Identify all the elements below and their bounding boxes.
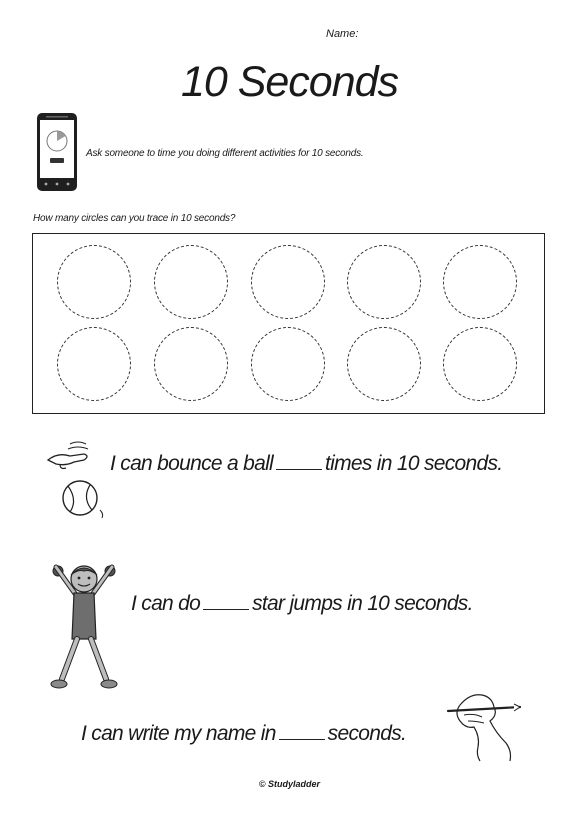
star-jump-girl-icon	[44, 553, 124, 693]
name-label: Name:	[326, 28, 359, 40]
trace-circle[interactable]	[154, 327, 228, 401]
activity-sentence-star-jumps	[131, 592, 473, 616]
trace-circle[interactable]	[251, 245, 325, 319]
answer-blank[interactable]	[276, 455, 322, 470]
stopwatch-phone-icon	[36, 112, 78, 192]
ball-bounce-icon	[44, 438, 110, 524]
writing-hand-icon	[440, 685, 522, 763]
trace-circle[interactable]	[57, 245, 131, 319]
sentence-start: I can bounce a ball	[110, 452, 273, 475]
sentence-end: times in 10 seconds.	[325, 452, 503, 475]
trace-circle[interactable]	[347, 327, 421, 401]
trace-circle[interactable]	[154, 245, 228, 319]
sentence-start: I can write my name in	[81, 722, 276, 745]
trace-circle[interactable]	[251, 327, 325, 401]
instruction-text: Ask someone to time you doing different activities for 10 seconds.	[86, 148, 364, 159]
sentence-end: star jumps in 10 seconds.	[252, 592, 473, 615]
sentence-start: I can do	[131, 592, 201, 615]
trace-circle[interactable]	[443, 245, 517, 319]
circle-tracing-box	[32, 233, 545, 414]
answer-blank[interactable]	[279, 725, 325, 740]
copyright-footer: © Studyladder	[258, 779, 321, 789]
trace-circle[interactable]	[57, 327, 131, 401]
page-title: 10 Seconds	[180, 58, 399, 106]
sentence-end: seconds.	[327, 722, 407, 745]
activity-sentence-bounce	[110, 452, 502, 476]
activity-sentence-write-name	[81, 722, 406, 746]
circle-question: How many circles can you trace in 10 seconds?	[33, 213, 236, 224]
answer-blank[interactable]	[203, 595, 249, 610]
trace-circle[interactable]	[443, 327, 517, 401]
trace-circle[interactable]	[347, 245, 421, 319]
